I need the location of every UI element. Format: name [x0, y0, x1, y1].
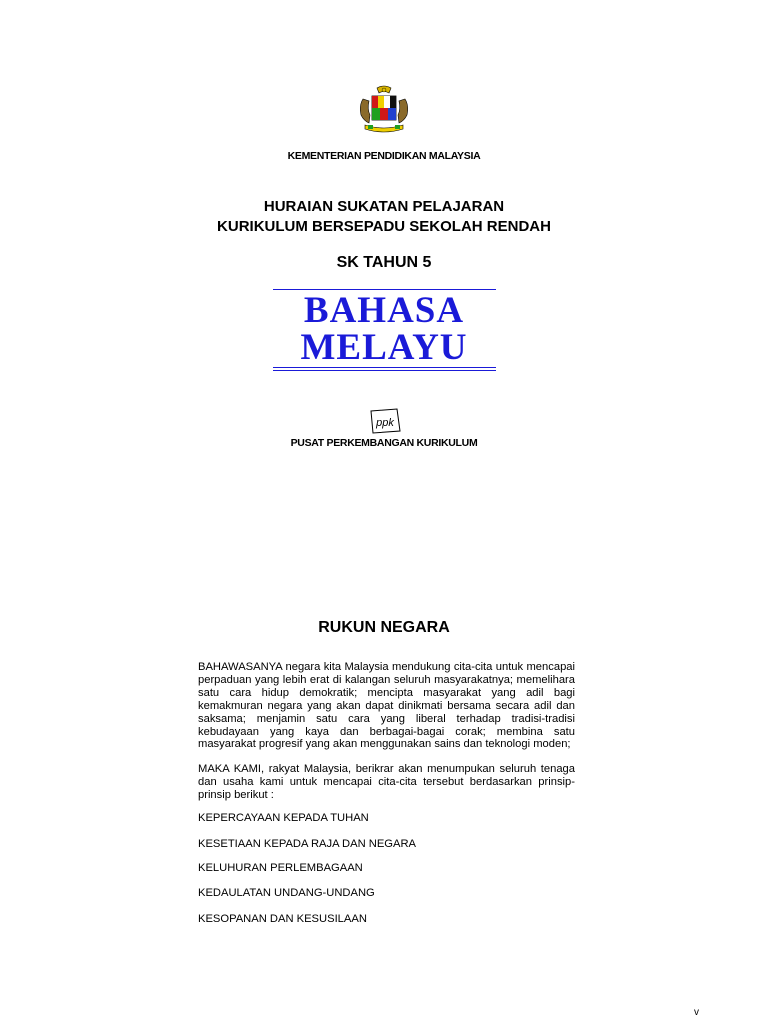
principle-item: KESOPANAN DAN KESUSILAAN — [198, 913, 367, 925]
subject-title-line-1: BAHASA — [303, 290, 465, 331]
document-title-line-1: HURAIAN SUKATAN PELAJARAN — [263, 198, 505, 215]
publisher-name: PUSAT PERKEMBANGAN KURIKULUM — [290, 437, 478, 449]
rukun-negara-title: RUKUN NEGARA — [318, 619, 450, 636]
subject-title-line-2: MELAYU — [300, 327, 468, 368]
principle-item: KELUHURAN PERLEMBAGAAN — [198, 862, 363, 874]
grade-label: SK TAHUN 5 — [336, 254, 432, 271]
subject-bottom-rule — [273, 367, 496, 368]
principle-item: KEDAULATAN UNDANG-UNDANG — [198, 887, 375, 899]
ppk-logo-text: ppk — [376, 417, 394, 429]
subject-bottom-rule-double — [273, 370, 496, 371]
page-number: v — [694, 1007, 699, 1018]
coat-of-arms-emblem — [355, 85, 413, 135]
preamble-paragraph: BAHAWASANYA negara kita Malaysia mendukung cita-cita untuk mencapai perpaduan yang lebih erat di kalangan seluruh masyarakatnya; memelihara satu cara hidup demokratik; mencipta masyarakat yang adil bagi kemakmuran negara yang akan dapat dinikmati bersama secara adil dan saksama; menjamin satu cara yang liberal terhadap tradisi-tradisi kebudayaan yang kaya dan berbagai-bagai corak; membina satu masyarakat progresif yang akan menggunakan sains dan teknologi moden; — [198, 661, 575, 751]
pledge-paragraph: MAKA KAMI, rakyat Malaysia, berikrar akan menumpukan seluruh tenaga dan usaha kami untuk mencapai cita-cita tersebut berdasarkan prinsip-prinsip berikut : — [198, 763, 575, 801]
principle-item: KESETIAAN KEPADA RAJA DAN NEGARA — [198, 838, 417, 850]
principle-item: KEPERCAYAAN KEPADA TUHAN — [198, 812, 369, 824]
ppk-logo — [367, 407, 403, 435]
document-title-line-2: KURIKULUM BERSEPADU SEKOLAH RENDAH — [217, 218, 551, 235]
ministry-name: KEMENTERIAN PENDIDIKAN MALAYSIA — [287, 150, 481, 162]
